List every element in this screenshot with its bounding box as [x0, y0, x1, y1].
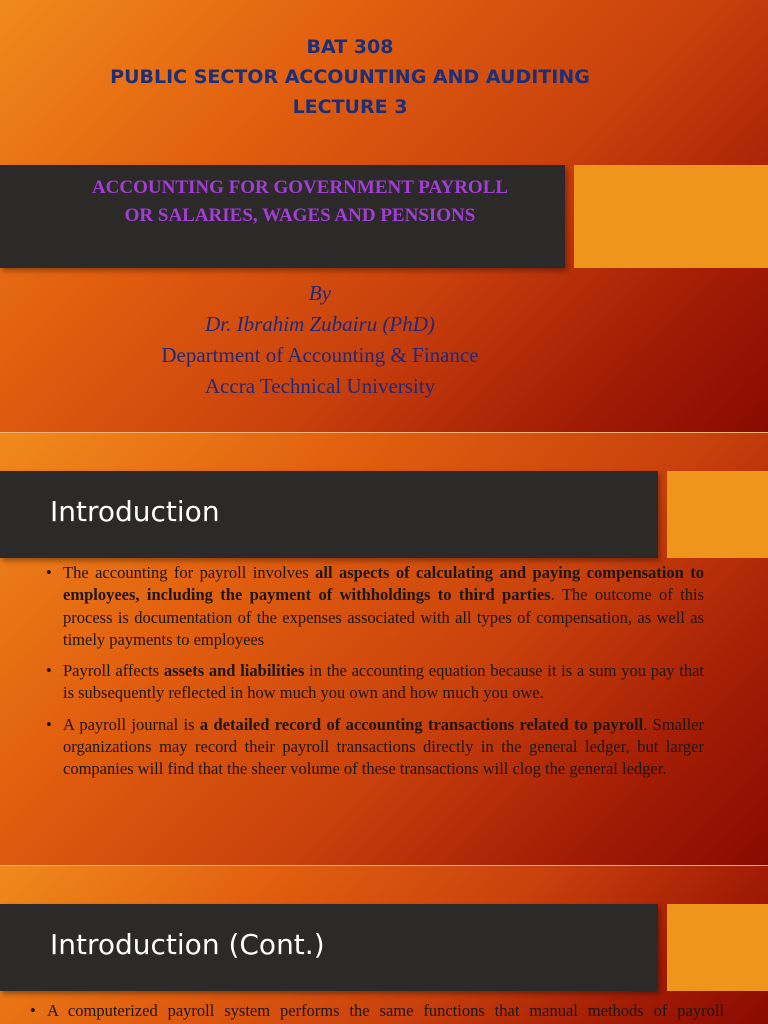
author-name: Dr. Ibrahim Zubairu (PhD) — [205, 312, 435, 336]
accent-box — [574, 165, 768, 268]
introduction-slide — [0, 433, 768, 865]
lecture-title-line2: OR SALARIES, WAGES AND PENSIONS — [124, 205, 476, 226]
course-header — [0, 32, 700, 122]
author-block — [0, 278, 640, 402]
lecture-title — [0, 174, 600, 230]
course-code: BAT 308 — [306, 36, 394, 58]
department-name: Department of Accounting & Finance — [161, 343, 479, 367]
by-label: By — [308, 281, 332, 305]
bullet-item: • The accounting for payroll involves all aspects of calculating and paying compensation to employees, including the payment of withholdings to third parties. The outcome of this process is documentation of the expenses associated with all types of compensation, as well as timely payments to employees — [46, 562, 704, 651]
bullet-item: • A payroll journal is a detailed record of accounting transactions related to payroll. Smaller organizations may record their payroll transactions directly in the general ledger, but larger companies will find that the sheer volume of these transactions will clog the general ledger. — [46, 714, 704, 781]
bullet-list — [30, 1000, 724, 1022]
university-name: Accra Technical University — [204, 374, 436, 398]
course-name: PUBLIC SECTOR ACCOUNTING AND AUDITING — [110, 66, 590, 88]
accent-box — [667, 471, 768, 558]
bullet-item: • A computerized payroll system performs the same functions that manual methods of payroll — [30, 1000, 724, 1022]
lecture-number: LECTURE 3 — [292, 96, 408, 118]
slide-heading: Introduction — [50, 495, 220, 528]
bullet-list — [46, 562, 704, 790]
slide-heading: Introduction (Cont.) — [50, 928, 325, 961]
lecture-title-line1: ACCOUNTING FOR GOVERNMENT PAYROLL — [91, 177, 509, 198]
title-slide — [0, 0, 768, 432]
bullet-item: • Payroll affects assets and liabilities in the accounting equation because it is a sum you pay that is subsequently reflected in how much you own and how much you owe. — [46, 660, 704, 705]
introduction-cont-slide — [0, 866, 768, 1024]
accent-box — [667, 904, 768, 991]
